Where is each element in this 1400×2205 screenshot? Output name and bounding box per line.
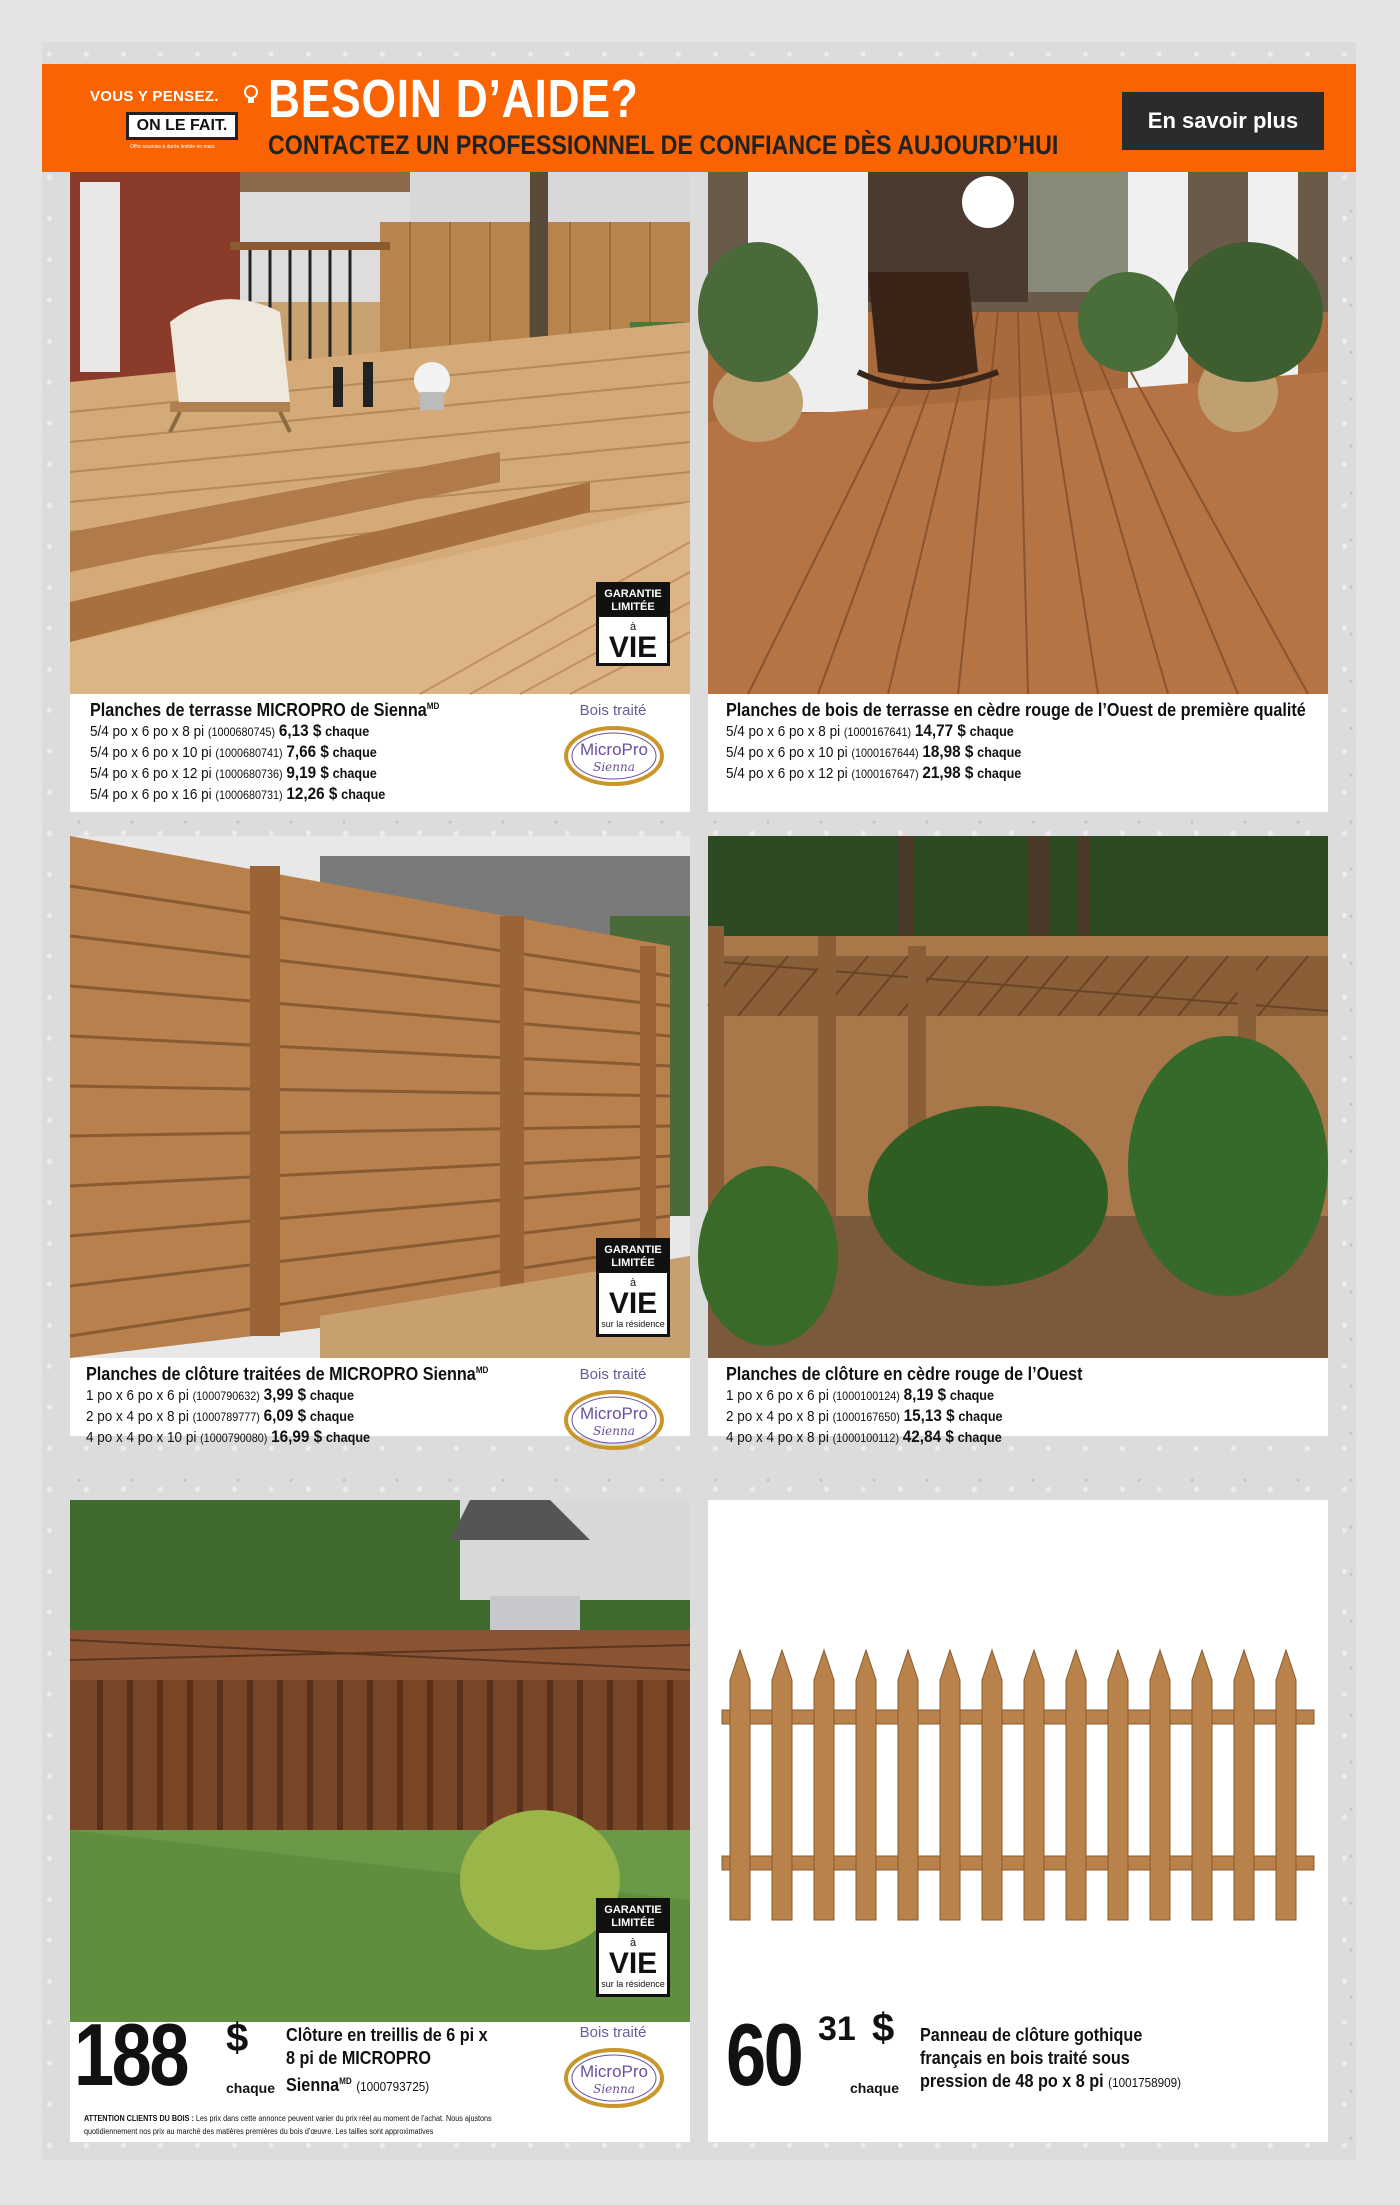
lifetime-warranty-badge: GARANTIE LIMITÉE à VIE sur la résidence — [596, 1238, 670, 1337]
micropro-logo: Bois traité MicroPro Sienna — [558, 702, 668, 792]
price-line: 4 po x 4 po x 10 pi (1000790080) 16,99 $ chaque — [86, 1427, 371, 1446]
lifetime-warranty-badge: GARANTIE LIMITÉE à VIE — [596, 582, 670, 666]
learn-more-button[interactable]: En savoir plus — [1122, 92, 1324, 150]
price-line: 5/4 po x 6 po x 10 pi (1000167644) 18,98 $ chaque — [726, 742, 1022, 761]
product-card-cedar-fence[interactable] — [708, 836, 1328, 1446]
promo-description: Clôture en treillis de 6 pi x 8 pi de MICROPRO Sienna$^{MD}$ (1000793725) — [286, 2025, 488, 2095]
logo-top-text: VOUS Y PENSEZ. — [90, 88, 219, 105]
price-line: 5/4 po x 6 po x 12 pi (1000680736) 9,19 $ chaque — [90, 763, 377, 782]
product-title: Planches de bois de terrasse en cèdre rouge de l’Ouest de première qualité — [726, 700, 1306, 720]
product-caption — [726, 1364, 1122, 1448]
promo-banner — [42, 64, 1356, 172]
gothic-fence-panel-image — [708, 1500, 1328, 2022]
cedar-deck-photo — [708, 172, 1328, 694]
product-caption — [726, 700, 1370, 784]
product-card-micropro-fence[interactable] — [70, 836, 690, 1446]
big-price — [74, 2004, 274, 2104]
banner-subtitle: CONTACTEZ UN PROFESSIONNEL DE CONFIANCE DÈS AUJOURD’HUI — [268, 130, 1059, 160]
product-title: Planches de clôture traitées de MICROPRO Sienna — [86, 1364, 476, 1384]
price-line: 4 po x 4 po x 8 pi (1000100112) 42,84 $ chaque — [726, 1427, 1002, 1446]
lifetime-warranty-badge: GARANTIE LIMITÉE à VIE sur la résidence — [596, 1898, 670, 1997]
promo-description: Panneau de clôture gothique français en bois traité sous pression de 48 po x 8 pi (1001758909) — [920, 2025, 1182, 2091]
product-card-gothic-fence[interactable] — [708, 1500, 1328, 2142]
price-line: 1 po x 6 po x 6 pi (1000790632) 3,99 $ chaque — [86, 1385, 355, 1404]
price-line: 5/4 po x 6 po x 12 pi (1000167647) 21,98 $ chaque — [726, 763, 1022, 782]
price-integer: 60 — [726, 2005, 802, 2104]
product-title: Planches de terrasse MICROPRO de Sienna — [90, 700, 427, 720]
price-dollar: $ — [226, 2016, 249, 2060]
logo-main-text: ON LE FAIT. — [126, 112, 238, 140]
product-card-micropro-deck[interactable] — [70, 172, 690, 812]
price-cents: 31 — [818, 2010, 856, 2048]
price-line: 5/4 po x 6 po x 16 pi (1000680731) 12,26 $ chaque — [90, 784, 386, 803]
logo-small-text: Offre soumise à durée limitée en mars — [130, 144, 215, 150]
price-line: 1 po x 6 po x 6 pi (1000100124) 8,19 $ chaque — [726, 1385, 995, 1404]
price-integer: 188 — [74, 2005, 188, 2104]
micropro-logo: Bois traité MicroPro Sienna — [558, 1366, 668, 1456]
product-title: Planches de clôture en cèdre rouge de l’Ouest — [726, 1364, 1083, 1384]
price-line: 2 po x 4 po x 8 pi (1000167650) 15,13 $ chaque — [726, 1406, 1003, 1425]
product-card-lattice-fence[interactable] — [70, 1500, 690, 2142]
disclaimer-text: ATTENTION CLIENTS DU BOIS : Les prix dans cette annonce peuvent varier du prix réel au moment de l’achat. Nous ajustons quotidiennement nos prix au marché des matières premières du bois d’œuvre. Les tailles sont approximatives — [84, 2114, 492, 2136]
banner-title: BESOIN D’AIDE? — [268, 69, 639, 129]
product-caption: Planches de clôture traitées de MICROPRO Sienna$^{MD}$ 1 po x 6 po x 6 pi (1000790632) 3,99 $ chaque 2 po x 4 po x 8 pi (1000789777) 6,09 $ chaque 4 po x 4 po x 10 pi (1000790080) 16,99 $ chaque — [86, 1364, 489, 1446]
price-dollar: $ — [872, 2006, 895, 2050]
lightbulb-icon — [242, 84, 260, 106]
cedar-fence-photo — [708, 836, 1328, 1358]
price-line: 5/4 po x 6 po x 10 pi (1000680741) 7,66 $ chaque — [90, 742, 377, 761]
brand-logo — [82, 82, 272, 154]
price-each: chaque — [226, 2080, 276, 2096]
price-line: 2 po x 4 po x 8 pi (1000789777) 6,09 $ chaque — [86, 1406, 355, 1425]
price-line: 5/4 po x 6 po x 8 pi (1000680745) 6,13 $ chaque — [90, 721, 370, 740]
price-each: chaque — [850, 2080, 900, 2096]
product-caption: Planches de terrasse MICROPRO de Sienna$^{MD}$ 5/4 po x 6 po x 8 pi (1000680745) 6,13 $ chaque 5/4 po x 6 po x 10 pi (1000680741) 7,66 $ chaque 5/4 po x 6 po x 12 pi (1000680736) 9,19 $ chaque 5/4 po x 6 po x 16 pi (1000680731) 12,26 $ chaque — [90, 700, 440, 803]
big-price — [726, 2004, 926, 2104]
price-line: 5/4 po x 6 po x 8 pi (1000167641) 14,77 $ chaque — [726, 721, 1014, 740]
product-card-cedar-deck[interactable] — [708, 172, 1328, 812]
micropro-logo: Bois traité MicroPro Sienna — [558, 2024, 668, 2114]
